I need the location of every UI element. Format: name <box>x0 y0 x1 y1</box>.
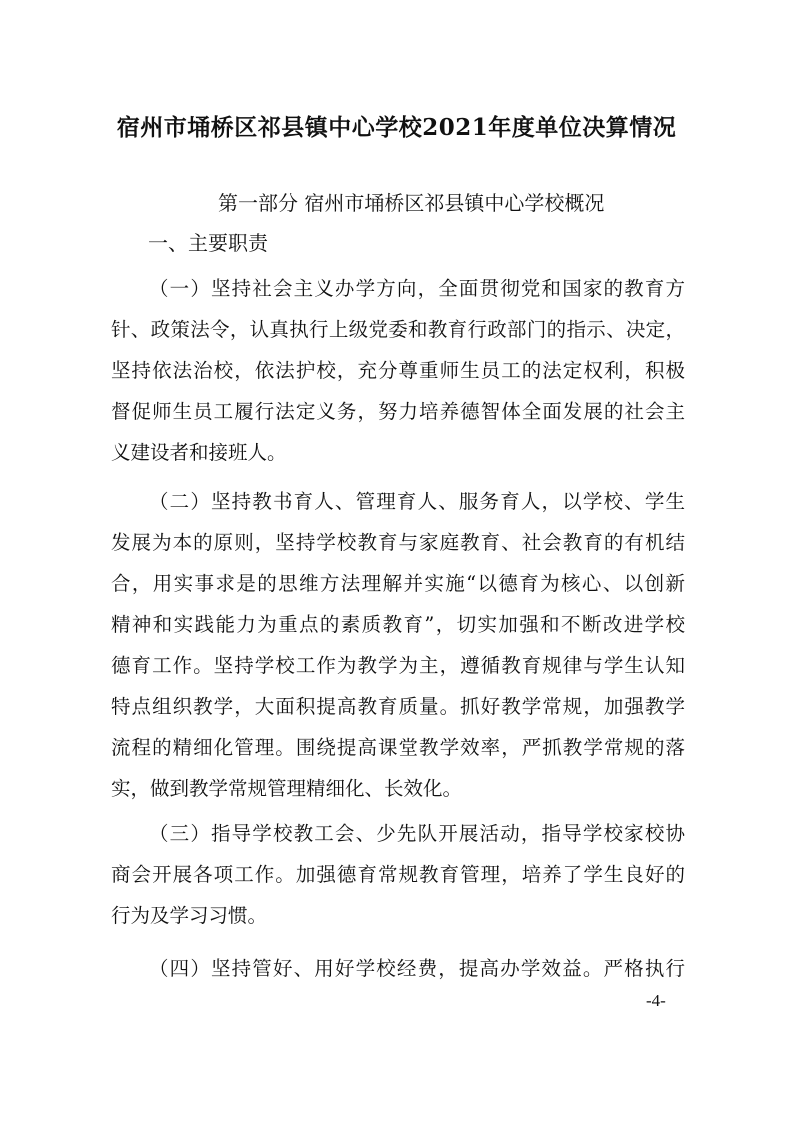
paragraph-line: 实，做到教学常规管理精细化、长效化。 <box>111 777 463 800</box>
document-title: 宿州市埇桥区祁县镇中心学校2021年度单位决算情况 <box>116 114 677 141</box>
paragraph-duty-1 <box>111 268 685 473</box>
section-heading: 一、主要职责 <box>148 231 268 255</box>
page-number: -4- <box>646 991 666 1010</box>
part-heading: 第一部分 宿州市埇桥区祁县镇中心学校概况 <box>218 191 605 215</box>
paragraph-duty-3 <box>111 813 685 936</box>
paragraph-line: （三）指导学校教工会、少先队开展活动，指导学校家校协 <box>149 822 685 845</box>
paragraph-line: 合，用实事求是的思维方法理解并实施“以德育为核心、以创新 <box>111 572 685 595</box>
paragraph-line: 德育工作。坚持学校工作为教学为主，遵循教育规律与学生认知 <box>111 654 685 677</box>
paragraph-line: 特点组织教学，大面积提高教育质量。抓好教学常规，加强教学 <box>111 695 685 718</box>
paragraph-line: 督促师生员工履行法定义务，努力培养德智体全面发展的社会主 <box>111 400 685 423</box>
paragraph-line: （四）坚持管好、用好学校经费，提高办学效益。严格执行 <box>149 957 685 980</box>
paragraph-line: 行为及学习习惯。 <box>111 904 268 927</box>
paragraph-line: （二）坚持教书育人、管理育人、服务育人，以学校、学生 <box>149 490 685 513</box>
paragraph-line: （一）坚持社会主义办学方向，全面贯彻党和国家的教育方 <box>149 277 685 300</box>
paragraph-line: 坚持依法治校，依法护校，充分尊重师生员工的法定权利，积极 <box>111 359 685 382</box>
paragraph-line: 义建设者和接班人。 <box>111 441 287 464</box>
paragraph-line: 针、政策法令，认真执行上级党委和教育行政部门的指示、决定， <box>111 318 685 341</box>
paragraph-line: 流程的精细化管理。围绕提高课堂教学效率，严抓教学常规的落 <box>111 736 685 759</box>
paragraph-duty-4 <box>111 948 685 989</box>
paragraph-line: 发展为本的原则，坚持学校教育与家庭教育、社会教育的有机结 <box>111 531 685 554</box>
paragraph-duty-2 <box>111 481 685 809</box>
paragraph-line: 精神和实践能力为重点的素质教育”，切实加强和不断改进学校 <box>111 613 685 636</box>
paragraph-line: 商会开展各项工作。加强德育常规教育管理，培养了学生良好的 <box>111 863 685 886</box>
